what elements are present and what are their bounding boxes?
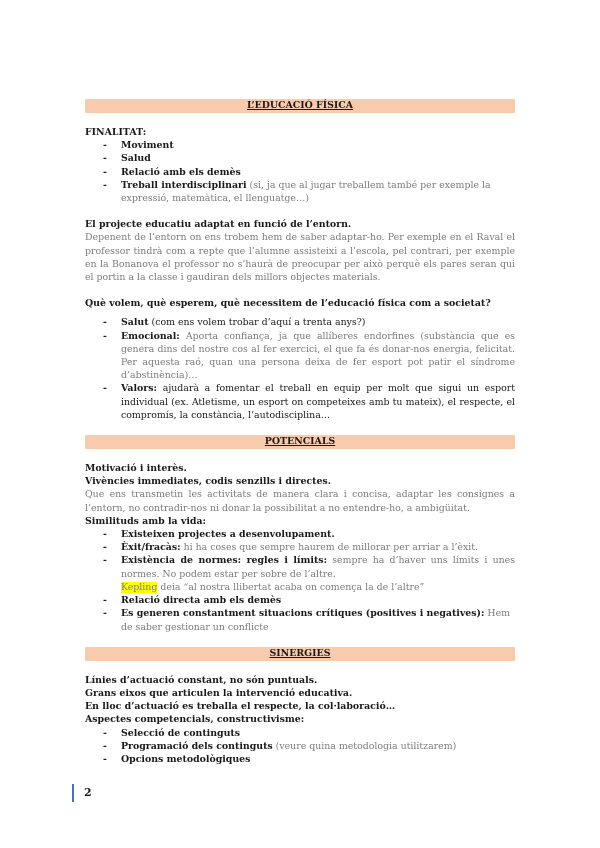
list-item: - Moviment — [85, 139, 515, 152]
potencials-line: Vivències immediates, codis senzills i directes. — [85, 476, 331, 488]
list-item: - Relació amb els demès — [85, 166, 515, 179]
list-item: - Relació directa amb els demès — [85, 594, 515, 607]
list-item: - Salud — [85, 152, 515, 165]
list-item: - Es generen constantment situacions crítiques (positives i negatives): Hem de saber gestionar un conflicte — [85, 607, 515, 633]
list-item: - Valors: ajudarà a fomentar el treball en equip per molt que sigui un esport individual (ex. Atletisme, un esport on competeixes amb tu mateix), el respecte, el compromís, la constància, l’autodisciplina… — [85, 382, 515, 422]
list-item: - Selecció de continguts — [85, 727, 515, 740]
list-item: - Existència de normes: regles i límits: sempre ha d’haver uns límits i unes normes. No podem estar per sobre de l’altre. Kepling deia “al nostra llibertat acaba on comença la de l’altre” — [85, 554, 515, 594]
finalitat-list — [85, 139, 515, 205]
list-item: - Salut (com ens volem trobar d’aquí a trenta anys?) — [85, 316, 515, 329]
projecte-heading: El projecte educatiu adaptat en funció de l’entorn. — [85, 219, 352, 231]
list-item: - Emocional: Aporta confiança, ja que allíberes endorfines (substància que es genera dins del nostre cos al fer exercici, el que fa és donar-nos energia, felicitat. Per aquesta raó, quan una persona deixa de fer esport pot patir el síndrome d’abstinència)… — [85, 330, 515, 383]
similituds-list — [85, 528, 515, 634]
kepling-highlight: Kepling — [121, 581, 158, 593]
similituds-heading: Similituds amb la vida: — [85, 515, 206, 527]
projecte-paragraph: Depenent de l’entorn on ens trobem hem de saber adaptar-ho. Per exemple en el Raval el professor tindrà com a repte que l’alumne assisteixi a l’escola, pel contrari, per exemple en la Bonanova el professor no s’haurà de preocupar per això perquè els pares seran qui el portin a la classe i gaudiran dels millors objectes materials. — [85, 232, 515, 284]
list-item: - Èxit/fracàs: hi ha coses que sempre haurem de millorar per arriar a l’èxit. — [85, 541, 515, 554]
sinergies-line: Línies d’actuació constant, no són puntuals. — [85, 674, 318, 686]
page-number: 2 — [72, 784, 92, 802]
section-banner-potencials: POTENCIALS — [85, 435, 515, 449]
sinergies-list — [85, 727, 515, 767]
sinergies-line: En lloc d’actuació es treballa el respecte, la col·laboració… — [85, 701, 396, 713]
list-item: - Treball interdisciplinari (si, ja que al jugar treballem també per exemple la expressió, matemàtica, el llenguatge…) — [85, 179, 515, 205]
section-banner-educacio-fisica: L’EDUCACIÓ FÍSICA — [85, 99, 515, 113]
list-item: - Opcions metodològiques — [85, 753, 515, 766]
list-item: - Existeixen projectes a desenvolupament. — [85, 528, 515, 541]
finalitat-heading: FINALITAT: — [85, 127, 147, 138]
page-content — [85, 99, 515, 766]
sinergies-line: Aspectes competencials, constructivisme: — [85, 714, 305, 726]
question-heading: Què volem, què esperem, què necessitem de l’educació física com a societat? — [85, 298, 491, 310]
sinergies-line: Grans eixos que articulen la intervenció educativa. — [85, 687, 353, 699]
list-item: - Programació dels continguts (veure quina metodologia utilitzarem) — [85, 740, 515, 753]
section-banner-sinergies: SINERGIES — [85, 647, 515, 661]
potencials-paragraph: Que ens transmetin les activitats de manera clara i concisa, adaptar les consignes a l’entorn, no contradir-nos ni donar la possibilitat a no entendre-ho, a ambigüitat. — [85, 489, 515, 514]
societat-list — [85, 316, 515, 422]
potencials-line: Motivació i interès. — [85, 463, 187, 475]
